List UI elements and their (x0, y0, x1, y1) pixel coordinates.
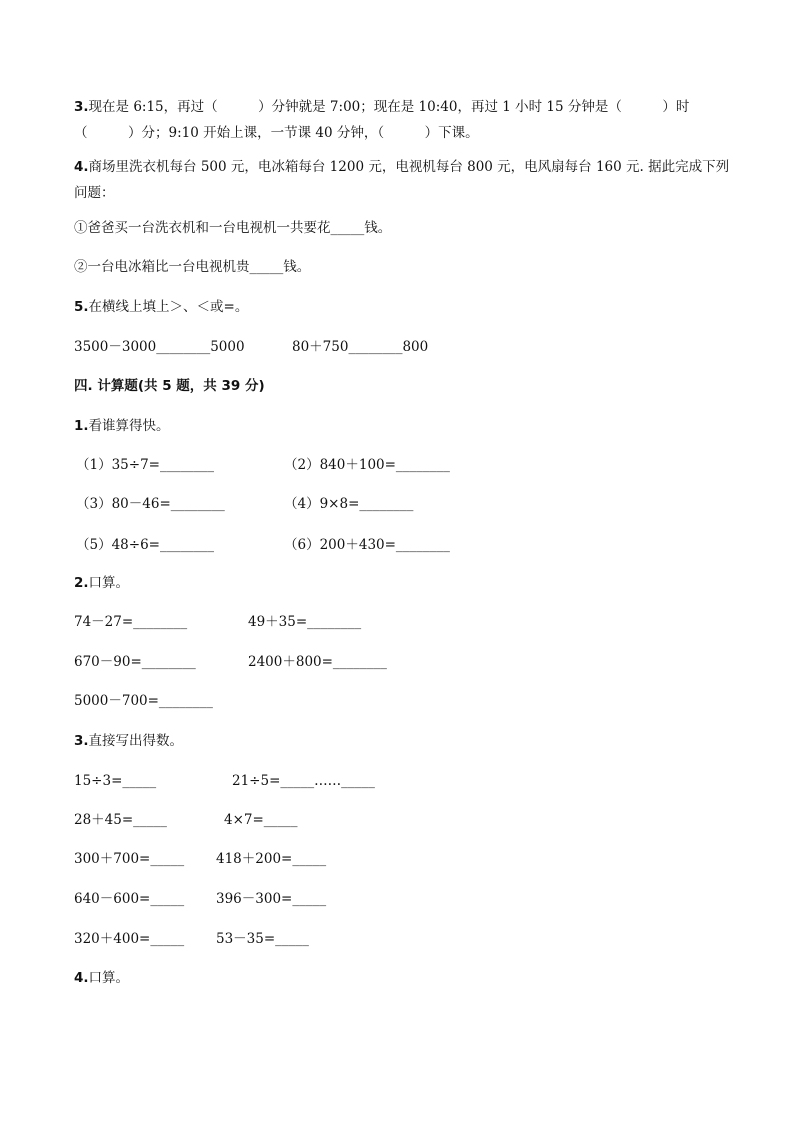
question-4-sub-1: ①爸爸买一台洗衣机和一台电视机一共要花_____钱。 (74, 220, 392, 236)
question-number: 3. (74, 99, 89, 115)
question-text: 口算。 (88, 575, 130, 591)
question-3-time (74, 94, 734, 146)
calc-3-item: 300＋700=_____ (74, 851, 185, 867)
compare-expr-2: 80＋750________800 (292, 339, 429, 355)
question-4-sub-2: ②一台电冰箱比一台电视机贵_____钱。 (74, 259, 311, 275)
question-number: 2. (74, 575, 89, 591)
calc-1-item: （2）840＋100=________ (284, 457, 450, 473)
calc-3-item: 640－600=_____ (74, 891, 185, 907)
question-4-prices (74, 154, 734, 206)
section-title: 四. 计算题(共 5 题，共 39 分) (74, 378, 265, 394)
question-number: 3. (74, 733, 89, 749)
calc-3-item: 320＋400=_____ (74, 931, 185, 947)
question-5-compare (74, 297, 248, 317)
question-number: 5. (74, 299, 89, 315)
calc-2-heading (74, 573, 129, 593)
calc-3-item: 4×7=_____ (224, 812, 298, 828)
calc-2-item: 2400＋800=________ (248, 654, 387, 670)
question-text: 现在是 6:15，再过（ ）分钟就是 7:00；现在是 10:40，再过 1 小时 15 分钟是（ ）时（ ）分；9:10 开始上课，一节课 40 分钟，（ ）下课。 (74, 99, 690, 141)
calc-4-heading (74, 968, 129, 988)
calc-2-item: 5000－700=________ (74, 693, 213, 709)
calc-3-item: 15÷3=_____ (74, 773, 157, 789)
question-text: 直接写出得数。 (88, 733, 184, 749)
question-number: 1. (74, 418, 89, 434)
calc-1-item: （6）200＋430=________ (284, 537, 450, 553)
calc-1-item: （5）48÷6=________ (76, 537, 214, 553)
calc-3-item: 21÷5=_____……_____ (232, 773, 375, 789)
question-number: 4. (74, 159, 89, 175)
calc-1-item: （3）80－46=________ (76, 496, 225, 512)
question-text: 看谁算得快。 (88, 418, 170, 434)
calc-1-heading (74, 416, 170, 436)
calc-3-item: 418＋200=_____ (216, 851, 327, 867)
question-text: 口算。 (88, 970, 130, 986)
calc-2-item: 670－90=________ (74, 654, 196, 670)
calc-3-heading (74, 731, 183, 751)
calc-3-item: 53－35=_____ (216, 931, 309, 947)
calc-3-item: 396－300=_____ (216, 891, 327, 907)
calc-1-item: （4）9×8=________ (284, 496, 414, 512)
question-text: 在横线上填上＞、＜或=。 (88, 299, 249, 315)
calc-1-item: （1）35÷7=________ (76, 457, 214, 473)
question-text: 商场里洗衣机每台 500 元，电冰箱每台 1200 元，电视机每台 800 元，电风扇每台 160 元. 据此完成下列问题： (74, 159, 730, 201)
calc-2-item: 74－27=________ (74, 614, 188, 630)
question-number: 4. (74, 970, 89, 986)
compare-expr-1: 3500－3000________5000 (74, 339, 245, 355)
calc-3-item: 28＋45=_____ (74, 812, 167, 828)
calc-2-item: 49＋35=________ (248, 614, 362, 630)
